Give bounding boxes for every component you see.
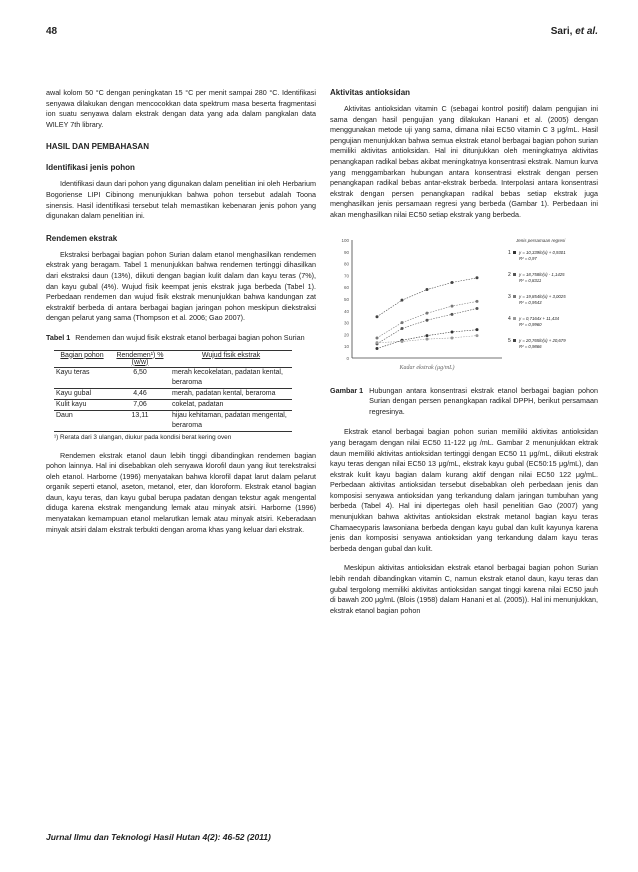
data-point-series-4 (451, 336, 454, 339)
subheading-yield: Rendemen ekstrak (46, 233, 118, 243)
table-caption-text: Rendemen dan wujud fisik ekstrak etanol berbagai bagian pohon Surian (75, 332, 305, 342)
legend-r-squared: R² = 0,8311 (519, 277, 542, 283)
antioxidant-paragraph: Aktivitas antioksidan vitamin C (sebagai kontrol positif) dalam pengujian ini sama dengan hasil pengujian yang dilakukan Hanani et al. (2005) dengan menggunakan metode uji yang sama, dimana nilai EC50 vitamin C 3 μg/mL. Hasil pengujian menunjukkan bahwa semua ekstrak etanol berbagai bagian pohon surian memiliki aktivitas antioksidan. Hal ini ditunjukkan oleh meningkatnya aktivitas penangkapan radikal bebas akibat meningkatnya konsentrasi ekstrak. Namun kurva yang menggambarkan hubungan antara konsentrasi ekstrak dengan persen penangkapan radikal bebas antar-ekstrak berbeda. Interpolasi antara konsentrasi ekstrak dengan persen penangkapan radikal bebas setiap ekstrak juga menghasilkan jenis persamaan regresi yang berbeda (Gambar 1). Perbedaan ini akan menghasilkan nilai EC50 setiap ekstrak yang berbeda. (330, 104, 598, 219)
ec50-paragraph: Ekstrak etanol berbagai bagian pohon surian memiliki aktivitas antioksidan yang beragam dengan nilai EC50 11-122 μg /mL. Gambar 2 menunjukkan ektrak daun memiliki aktivitas antioksidan tertinggi dengan EC50 11 μg/mL, diikuti ekstrak kayu teras dengan nilai EC50 13 μg/mL, ekstrak kayu gubal (EC50:15 μg/mL), dan ekstrak kulit kayu bagian dalam kurang aktif dengan nilai EC50 122 μg/mL. Perbedaan aktivitas antioksidan tersebut disebabkan oleh perbedaan jenis dan komposisi senyawa antioksidan yang terkandung dalam jaringan tumbuhan yang berbeda (Tabel 4). Hal ini dipertegas oleh hasil penelitian Gao (2007) yang menunjukkan bahwa aktivitas antioksidan ekstrak metanol bagian kayu teras Chamaecyparis lawsoniana berbeda dengan kayu gubal dan kulit kayunya karena jenis dan komposisi senyawa antioksidan yang terkandung dalam kayu teras berbeda dengan gubal dan kulit. (330, 427, 598, 553)
legend-equation: y = 19,854ln(x) + 3,0025 (519, 293, 566, 299)
y-tick-label: 90 (343, 249, 349, 255)
table-cell: 4,46 (133, 389, 147, 397)
table-cell: Kayu teras (56, 368, 90, 376)
figure-caption (330, 386, 598, 418)
table-row (54, 410, 292, 431)
table-cell: 7,06 (133, 400, 147, 408)
running-head-et-al: et al. (575, 26, 598, 37)
data-point-series-5 (426, 288, 429, 291)
data-point-series-3 (426, 311, 429, 314)
comparison-paragraph: Meskipun aktivitas antioksidan ekstrak etanol berbagai bagian pohon Surian lebih rendah dibandingkan vitamin C, namun ekstrak etanol daun, kayu teras dan gubal tergolong memiliki aktivitas antioksidan sangat tinggi karena nilai EC50 jauh di bawah 200 μg/mL (Blois (1958) dalam Hanani et al. (2005)). Hal ini menunjukkan, ekstrak etanol bagian pohon (330, 563, 598, 615)
table-cell: merah, padatan kental, beraroma (172, 389, 276, 397)
data-point-series-5 (476, 276, 479, 279)
legend-swatch (513, 317, 516, 320)
y-tick-label: 50 (343, 296, 349, 302)
right-column (330, 88, 598, 625)
data-point-series-4 (426, 337, 429, 340)
running-head (551, 26, 598, 37)
legend-series-id: 3 (508, 293, 511, 300)
table-row (54, 367, 292, 388)
table-footnote: ¹) Rerata dari 3 ulangan, diukur pada kondisi berat kering oven (54, 433, 232, 441)
legend-equation: y = 0,7164x + 11,434 (519, 315, 560, 321)
table-row (54, 399, 292, 410)
legend-r-squared: R² = 0,97 (519, 255, 537, 261)
data-point-series-1 (476, 328, 479, 331)
legend-swatch (513, 273, 516, 276)
data-point-series-5 (401, 298, 404, 301)
table-header-form: Wujud fisik ekstrak (201, 351, 261, 359)
legend-title: Jenis persamaan regresi (516, 237, 566, 243)
legend-equation: y = 20,765ln(x) + 20,679 (519, 337, 566, 343)
figure-caption-text: Hubungan antara konsentrasi ekstrak etanol berbagai bagian pohon Surian dengan persen penangkapan radikal DPPH, berikut persamaan regresinya. (369, 385, 598, 416)
subheading-identification: Identifikasi jenis pohon (46, 163, 135, 173)
legend-series-id: 2 (508, 271, 511, 278)
legend-equation: y = 10,339ln(x) + 0,9301 (519, 249, 566, 255)
subheading-antioxidant: Aktivitas antioksidan (330, 88, 411, 97)
y-tick-label: 60 (343, 284, 349, 290)
legend-r-squared: R² = 0,9960 (519, 321, 542, 327)
data-point-series-5 (376, 315, 379, 318)
legend-swatch (513, 251, 516, 254)
legend-equation: y = 18,758ln(x) - 1,1425 (519, 271, 565, 277)
section-heading-results: HASIL DAN PEMBAHASAN (46, 142, 149, 152)
legend-series-id: 5 (508, 337, 511, 344)
data-point-series-3 (451, 304, 454, 307)
legend-series-id: 1 (508, 249, 511, 256)
discussion-paragraph: Rendemen ekstrak etanol daun lebih tinggi dibandingkan rendemen bagian pohon lainnya. Hal ini disebabkan oleh senyawa klorofil daun yang ikut terekstraksi oleh etanol. Harborne (1996) menyatakan bahwa klorofil dapat larut dalam pelarut organik seperti etanol, aseton, metanol, eter, dan kloroform. Ekstrak etanol bagian daun, kayu teras, dan kayu gubal berupa padatan dengan tekstur agak mengental diduga karena ekstrak mengandung lemak atau minyak atsiri. Harborne (1996) menyatakan kemampuan etanol melarutkan lemak atau minyak atsiri. Keberadaan minyak atsiri dalam ekstrak terbukti dengan aroma khas yang keluar dari ekstrak. (46, 450, 316, 534)
table-cell: Kulit kayu (56, 400, 87, 408)
legend-r-squared: R² = 0,9543 (519, 299, 542, 305)
data-point-series-3 (476, 299, 479, 302)
y-tick-label: 30 (343, 320, 349, 326)
data-point-series-1 (376, 347, 379, 350)
y-tick-label: 40 (343, 308, 349, 314)
data-point-series-2 (451, 312, 454, 315)
table-caption (46, 333, 316, 344)
yield-table (54, 350, 292, 432)
data-point-series-5 (451, 281, 454, 284)
yield-paragraph: Ekstraksi berbagai bagian pohon Surian dalam etanol menghasilkan rendemen ekstrak yang beragam. Tabel 1 menunjukkan bahwa rendemen tertinggi dihasilkan dari ekstraksi daun (13%), diikuti dengan bagian kulit dalam dan kayu teras (7%), dan kayu gubal (4%). Wujud fisik keempat jenis ekstrak juga berbeda (Tabel 1). Perbedaan rendemen dan wujud fisik ekstrak menunjukkan bahwa kandungan zat ekstraktif berbeda di antara berbagai bagian jaringan pohon meskipun diekstraksi dengan pelarut yang sama (Thompson et al. 2006; Gao 2007). (46, 249, 316, 323)
chart-svg (330, 230, 598, 380)
table-cell: Daun (56, 411, 73, 419)
page-number: 48 (46, 26, 58, 37)
table-cell: cokelat, padatan (172, 400, 224, 408)
legend-swatch (513, 295, 516, 298)
table-row (54, 388, 292, 399)
table-header-yield: Rendemen¹) % (w/w) (116, 351, 164, 366)
table-cell: Kayu gubal (56, 389, 92, 397)
data-point-series-4 (476, 334, 479, 337)
y-tick-label: 80 (343, 261, 349, 267)
identification-paragraph: Identifikasi daun dari pohon yang digunakan dalam penelitian ini oleh Herbarium Bogoriense LIPI Cibinong menunjukkan bahwa pohon tersebut adalah Toona sinensis. Hasil identifikasi tersebut telah memastikan kebenaran jenis pohon yang digunakan dalam penelitian ini. (46, 179, 316, 221)
legend-series-id: 4 (508, 315, 511, 322)
data-point-series-3 (401, 321, 404, 324)
table-cell: 13,11 (131, 411, 149, 419)
data-point-series-3 (376, 336, 379, 339)
running-head-author: Sari, (550, 26, 573, 37)
journal-footer: Jurnal Ilmu dan Teknologi Hasil Hutan 4(2): 46-52 (2011) (46, 832, 271, 842)
legend-r-squared: R² = 0,9866 (519, 343, 542, 349)
data-point-series-1 (451, 330, 454, 333)
x-axis-label: Kadar ekstrak (μg/mL) (399, 364, 455, 371)
data-point-series-2 (426, 318, 429, 321)
left-column (46, 88, 316, 544)
y-tick-label: 100 (341, 237, 349, 243)
table-cell: 6,50 (133, 368, 147, 376)
table-cell: merah kecokelatan, padatan kental, beraroma (172, 368, 283, 386)
figure-1-chart (330, 230, 598, 380)
series-line-5 (377, 277, 477, 316)
figure-label: Gambar 1 (330, 385, 364, 395)
data-point-series-1 (426, 334, 429, 337)
y-tick-label: 10 (343, 343, 349, 349)
table-label: Tabel 1 (46, 332, 71, 342)
y-tick-label: 20 (343, 331, 349, 337)
data-point-series-2 (476, 306, 479, 309)
methods-paragraph: awal kolom 50 °C dengan peningkatan 15 °C per menit sampai 280 °C. Identifikasi senyawa dilakukan dengan mencocokkan data spektrum masa beserta fragmentasi ion suatu senyawa dalam ekstrak dengan data yang ada dalam pangkalan data WILEY 7th library. (46, 88, 316, 129)
data-point-series-4 (401, 340, 404, 343)
data-point-series-2 (401, 327, 404, 330)
data-point-series-4 (376, 341, 379, 344)
y-tick-label: 70 (343, 272, 349, 278)
y-tick-label: 0 (346, 355, 349, 361)
table-cell: hijau kehitaman, padatan mengental, beraroma (172, 411, 287, 429)
legend-swatch (513, 339, 516, 342)
table-header-part: Bagian pohon (60, 351, 104, 359)
